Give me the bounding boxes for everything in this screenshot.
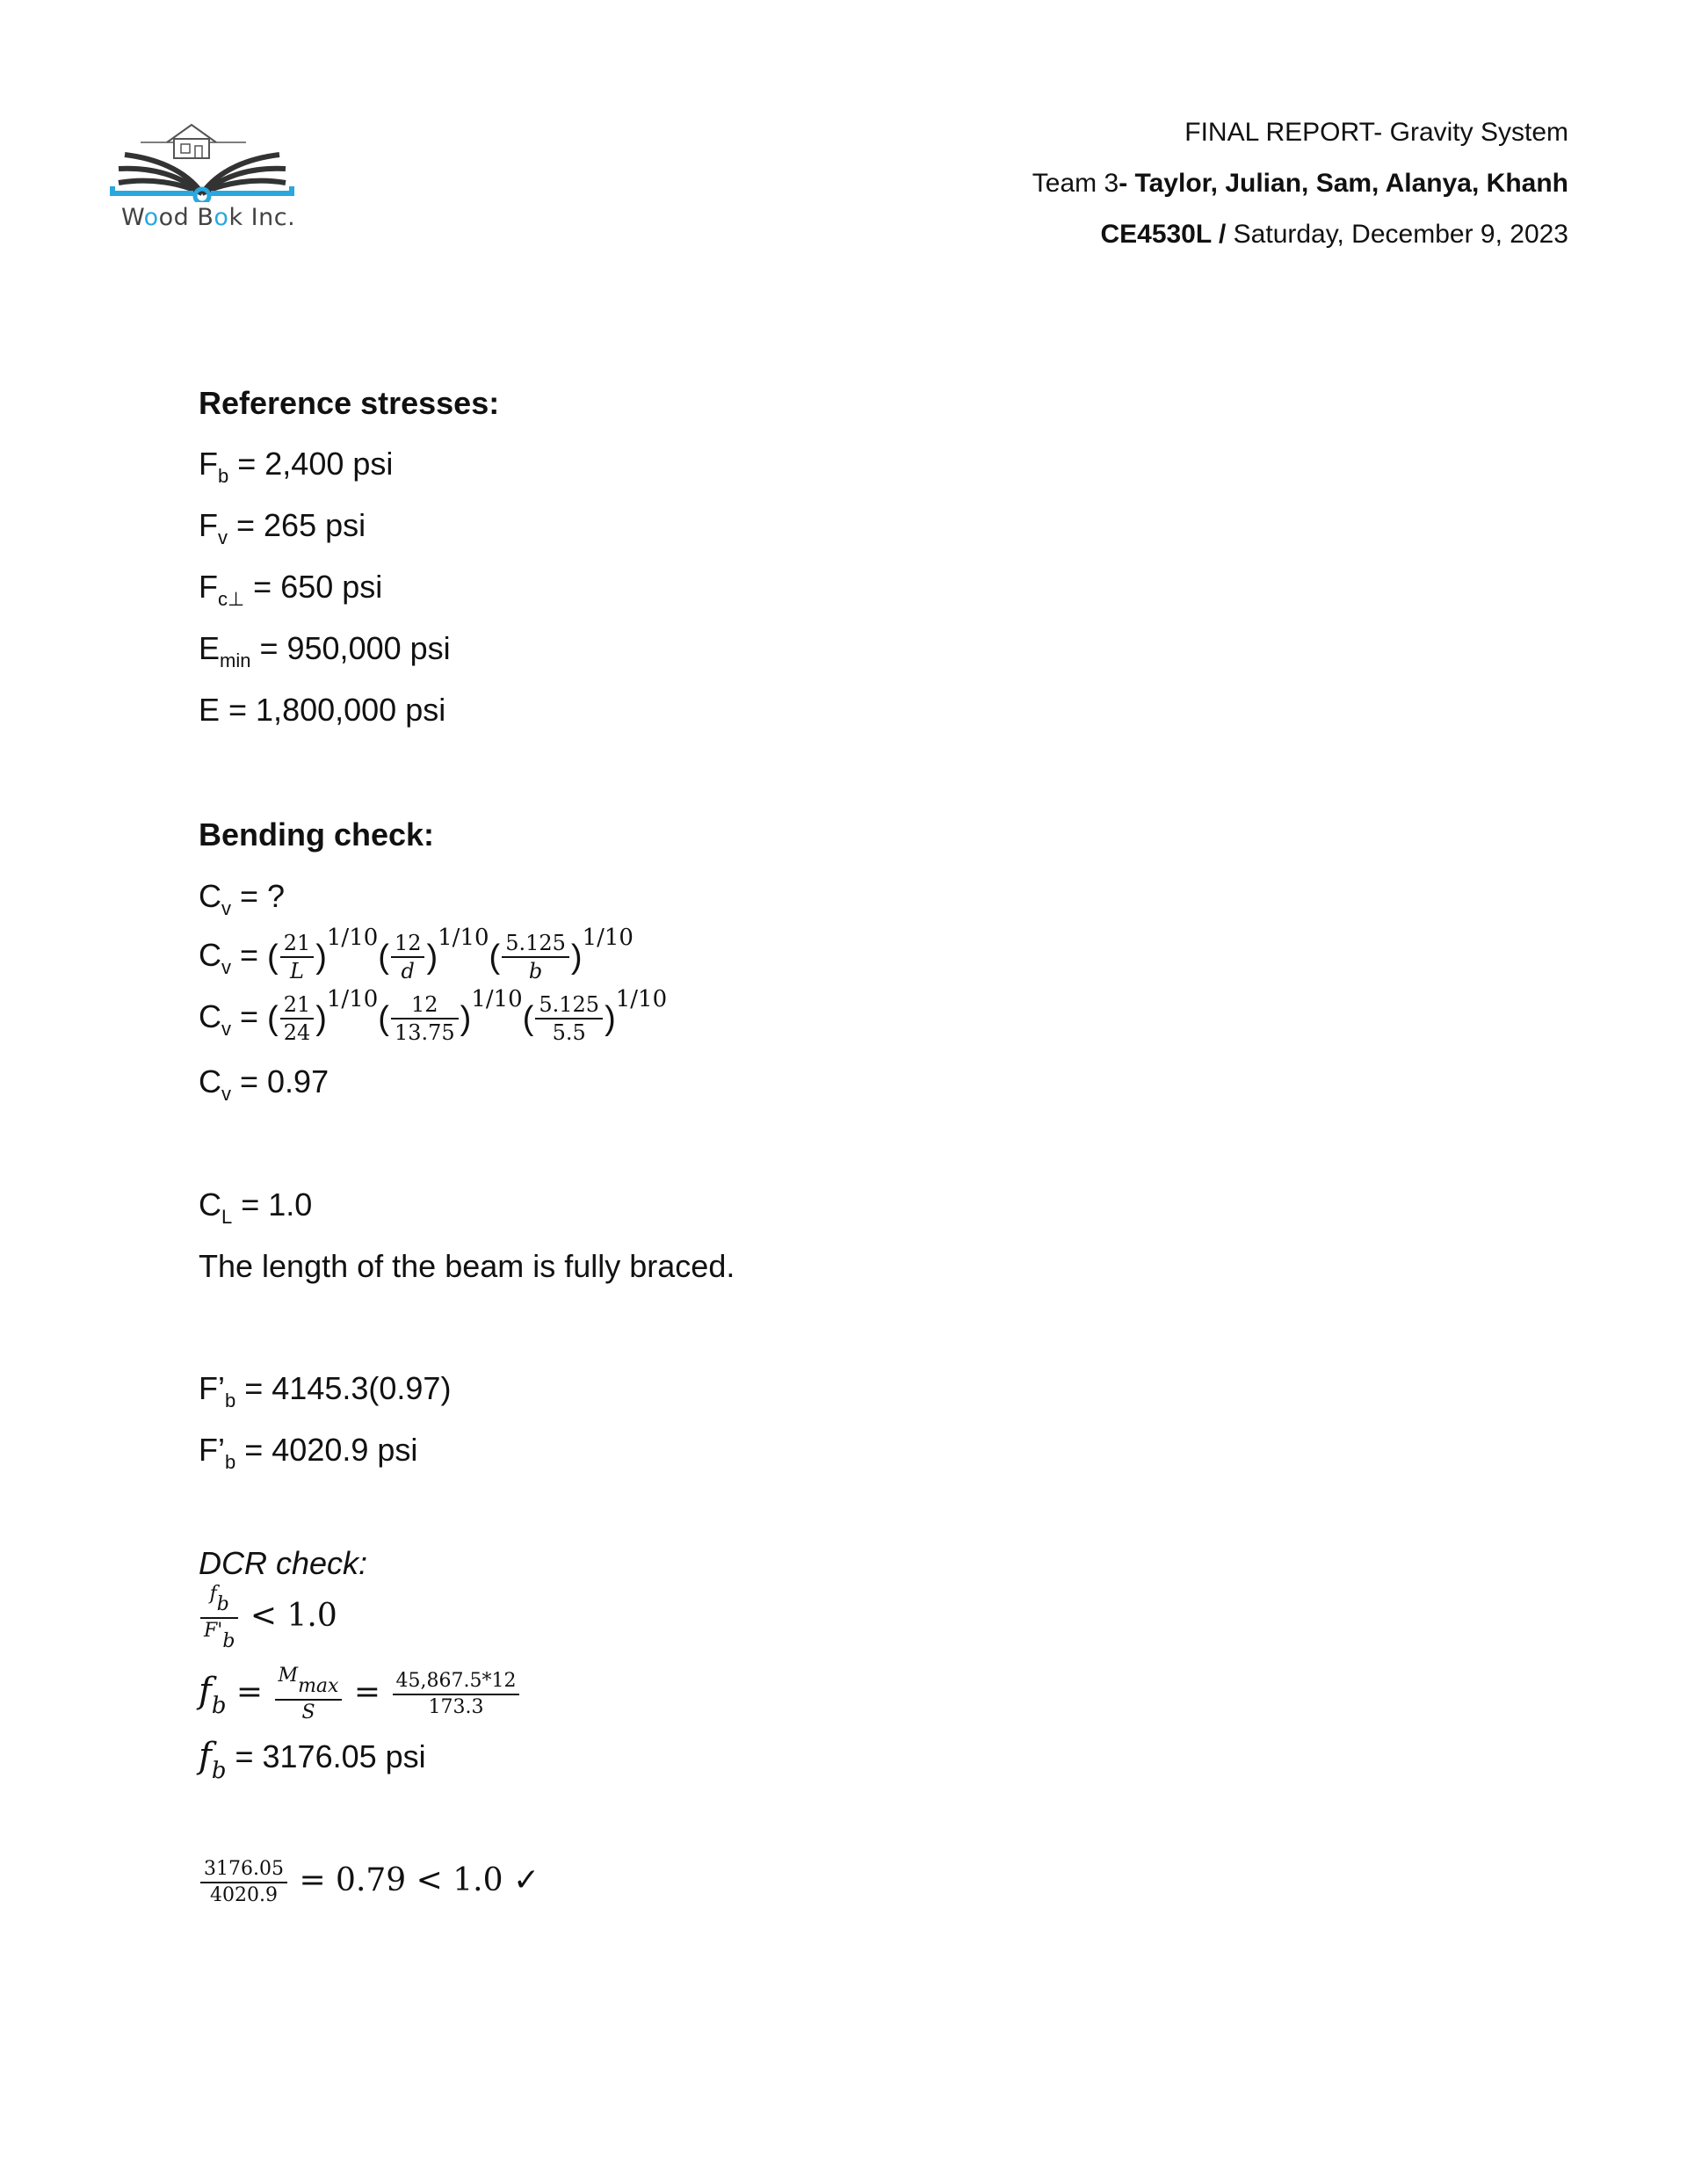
book-house-icon [105,105,299,202]
team-line: Team 3- Taylor, Julian, Sam, Alanya, Khanh [1032,169,1568,198]
reference-heading: Reference stresses: [199,385,500,421]
braced-note: The length of the beam is fully braced. [199,1248,735,1284]
check-mark-icon: ✓ [512,1862,540,1898]
cv-substituted: $C_v$ = ( $\frac{21}{24}$ )$^{1/10}$( $\frac{12}{13.75}$ )$^{1/10}$( $\frac{5.125}{5.5}$ )$^{1/10}$ [199,986,668,1046]
cv-formula: $C_v$ = ( $\frac{21}{L}$ )$^{1/10}$( $\frac{12}{d}$ )$^{1/10}$( $\frac{5.125}{b}$ )$^{1/10}$ [199,925,634,984]
cv-unknown: $C_v$ = ? [199,878,286,919]
fb-value: $F_b = 2,400$ psi [199,446,394,487]
fprime-b-calc: $F’_b = 4145.3(0.97)$ [199,1370,452,1411]
dcr-heading: DCR check: [199,1545,368,1581]
fb-formula: $f_b$ = $\frac{Mmax}{S}$ = $\frac{45,867.5*12}{173.3}$ [199,1664,521,1725]
emin-value: $E_{min} = 950,000$ psi [199,630,451,671]
fb-result: $f_b = 3176.05$ psi [199,1736,426,1784]
course-date-line: CE4530L / Saturday, December 9, 2023 [1100,220,1568,249]
logo-wordmark: Wood Bok Inc. [121,204,296,231]
cl-value: $C_L = 1.0$ [199,1186,313,1228]
fprime-b-result: $F’_b = 4020.9$ psi [199,1432,418,1473]
fv-value: $F_v = 265$ psi [199,507,366,548]
dcr-inequality: $\frac{fb}{F'b}$ < 1.0 [199,1582,337,1654]
company-logo [105,105,299,246]
dcr-ratio: $\frac{3176.05}{4020.9}$ = 0.79 < 1.0 ✓ [199,1857,539,1908]
bending-heading: Bending check: [199,816,435,853]
e-value: E = 1,800,000 psi [199,692,446,728]
report-header [1032,107,1568,260]
report-title: FINAL REPORT- Gravity System [1184,118,1568,147]
fc-perp-value: $F_{c\perp} = 650$ psi [199,569,383,610]
cv-result: $C_v = 0.97$ [199,1063,329,1105]
